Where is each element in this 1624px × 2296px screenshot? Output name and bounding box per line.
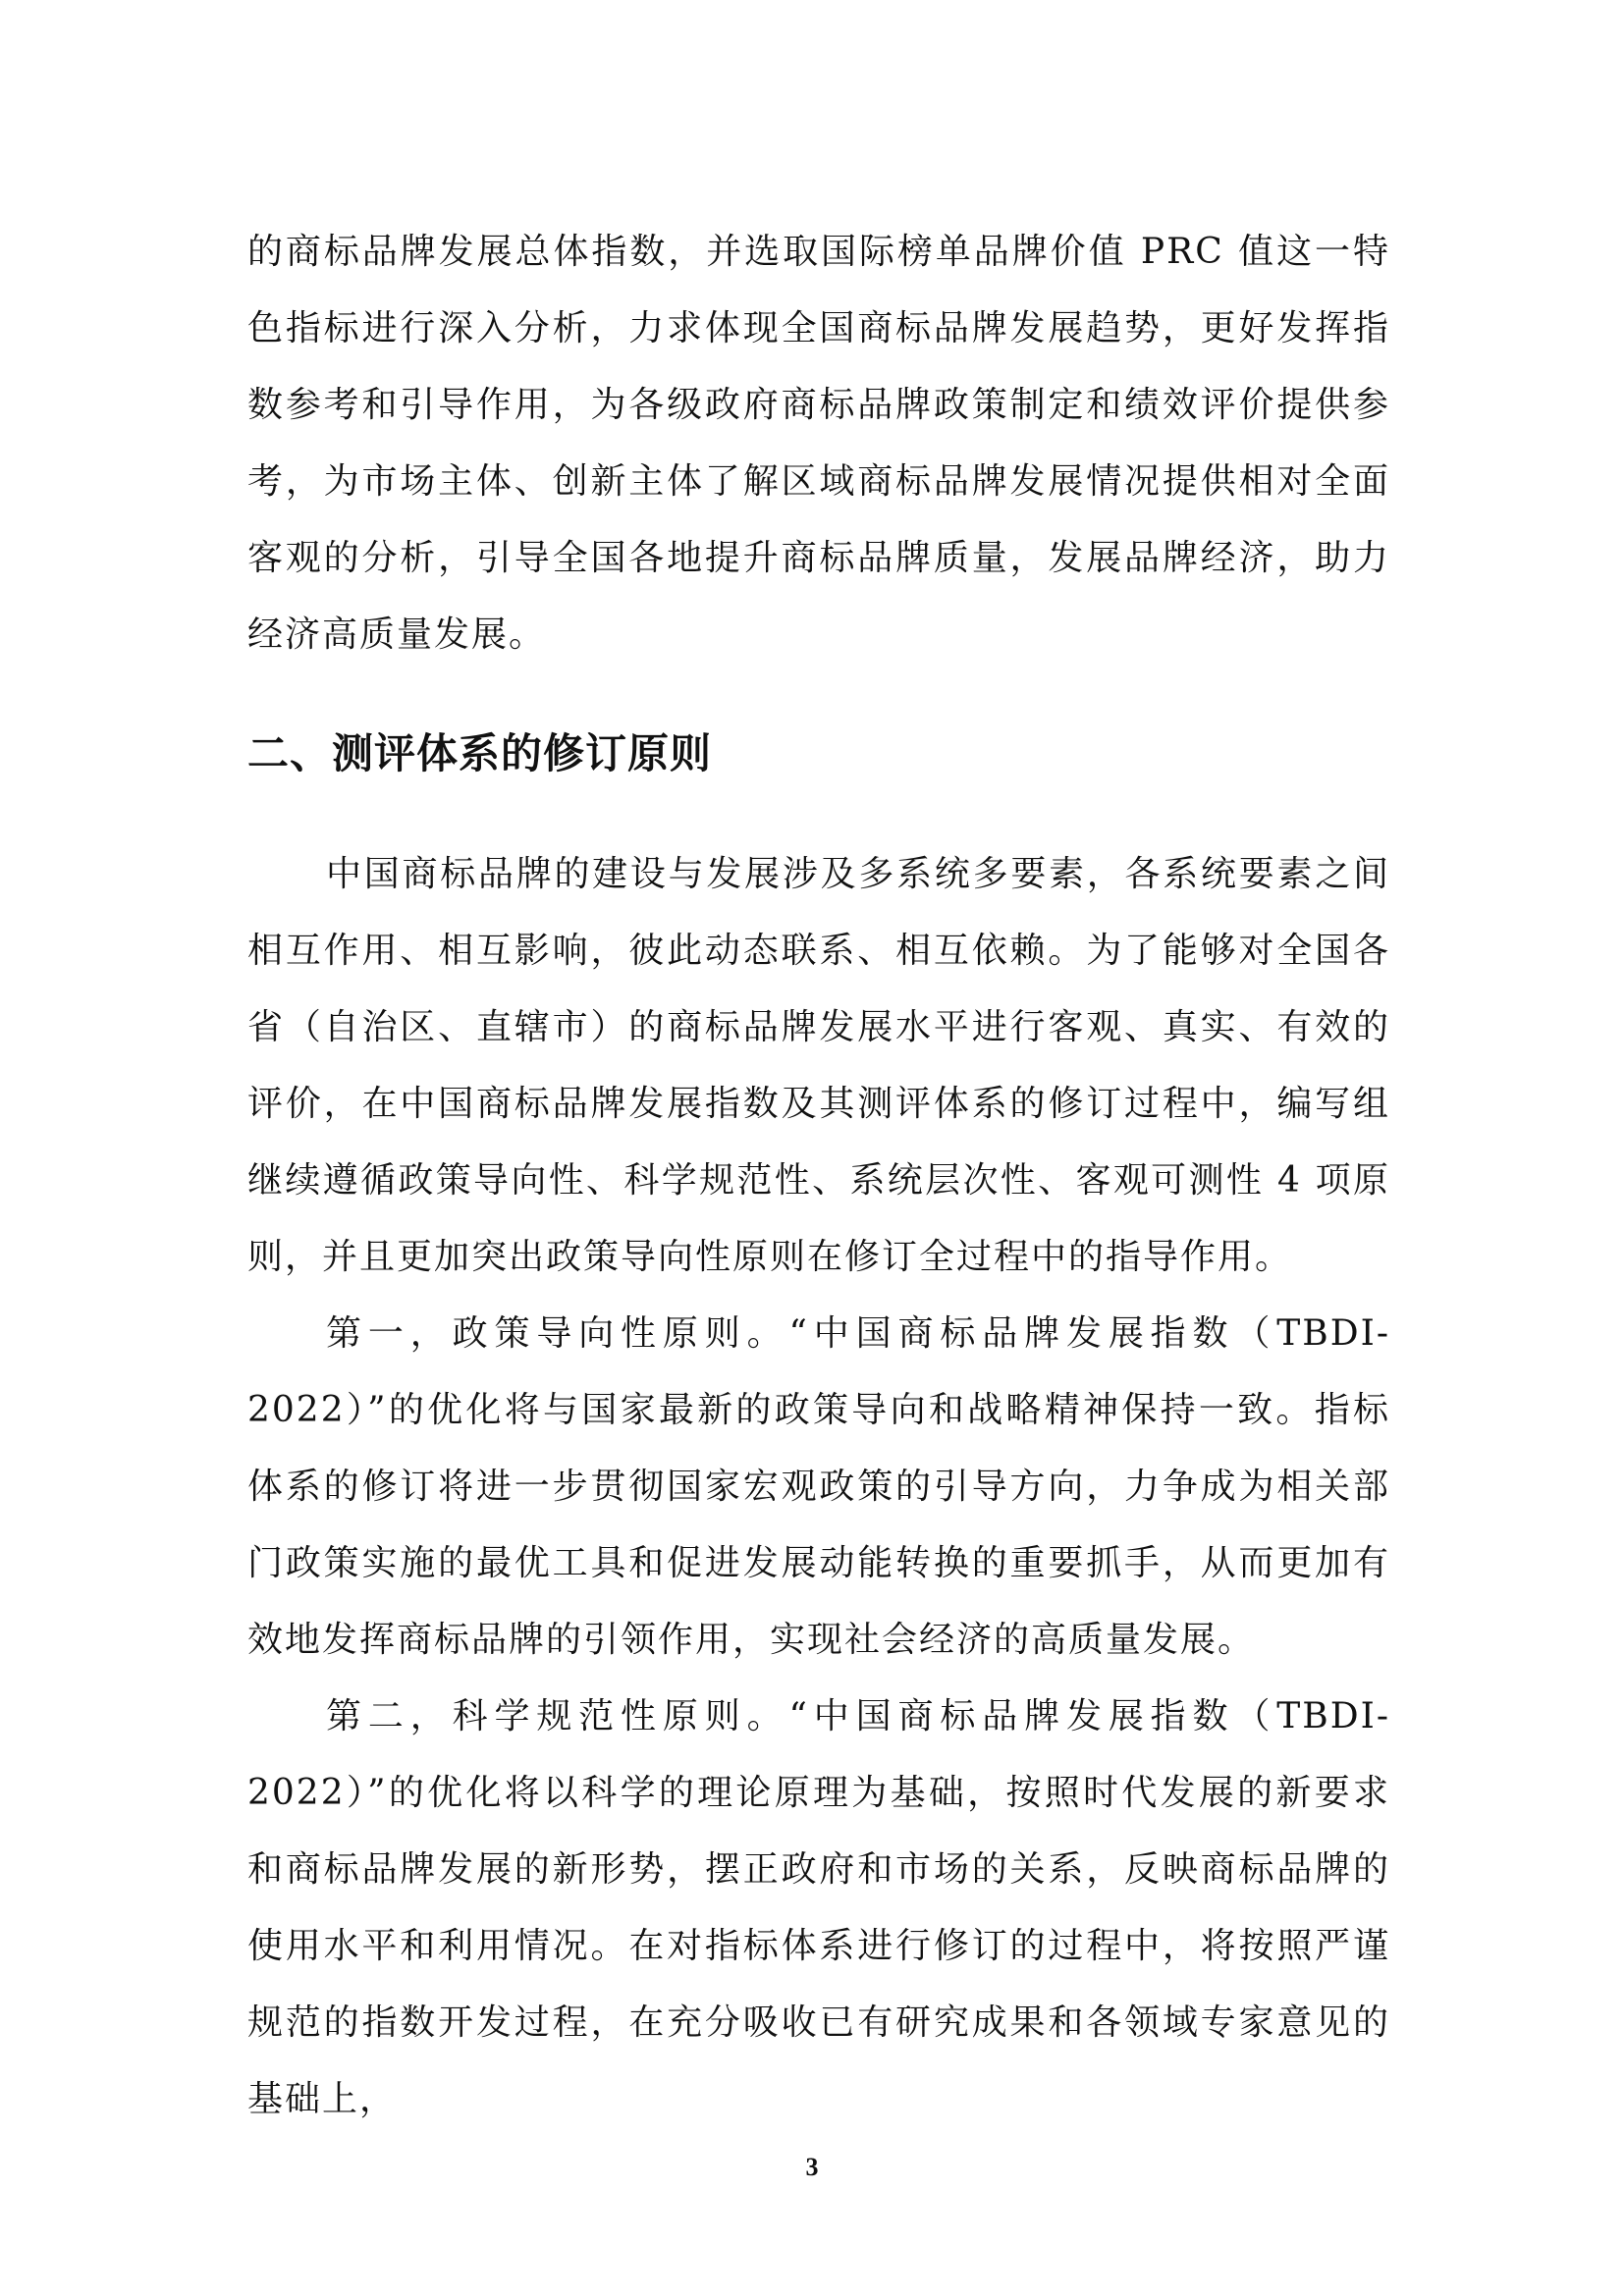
paragraph-policy-orientation: 第一，政策导向性原则。“中国商标品牌发展指数（TBDI-2022）”的优化将与国家最新的政策导向和战略精神保持一致。指标体系的修订将进一步贯彻国家宏观政策的引导方向，力争成为相关部门政策实施的最优工具和促进发展动能转换的重要抓手，从而更加有效地发挥商标品牌的引领作用，实现社会经济的高质量发展。 <box>247 1313 1390 1660</box>
page-content <box>247 214 1390 2138</box>
section-heading: 二、测评体系的修订原则 <box>247 729 713 777</box>
paragraph-scientific-norm: 第二，科学规范性原则。“中国商标品牌发展指数（TBDI-2022）”的优化将以科学的理论原理为基础，按照时代发展的新要求和商标品牌发展的新形势，摆正政府和市场的关系，反映商标品牌的使用水平和利用情况。在对指标体系进行修订的过程中，将按照严谨规范的指数开发过程，在充分吸收已有研究成果和各领域专家意见的基础上， <box>247 1696 1390 2119</box>
opening-paragraph: 的商标品牌发展总体指数，并选取国际榜单品牌价值 PRC 值这一特色指标进行深入分析，力求体现全国商标品牌发展趋势，更好发挥指数参考和引导作用，为各级政府商标品牌政策制定和绩效评价提供参考，为市场主体、创新主体了解区域商标品牌发展情况提供相对全面客观的分析，引导全国各地提升商标品牌质量，发展品牌经济，助力经济高质量发展。 <box>247 232 1390 655</box>
paragraph-overview: 中国商标品牌的建设与发展涉及多系统多要素，各系统要素之间相互作用、相互影响，彼此动态联系、相互依赖。为了能够对全国各省（自治区、直辖市）的商标品牌发展水平进行客观、真实、有效的评价，在中国商标品牌发展指数及其测评体系的修订过程中，编写组继续遵循政策导向性、科学规范性、系统层次性、客观可测性 4 项原则，并且更加突出政策导向性原则在修订全过程中的指导作用。 <box>247 854 1390 1277</box>
page-number: 3 <box>805 2153 819 2181</box>
